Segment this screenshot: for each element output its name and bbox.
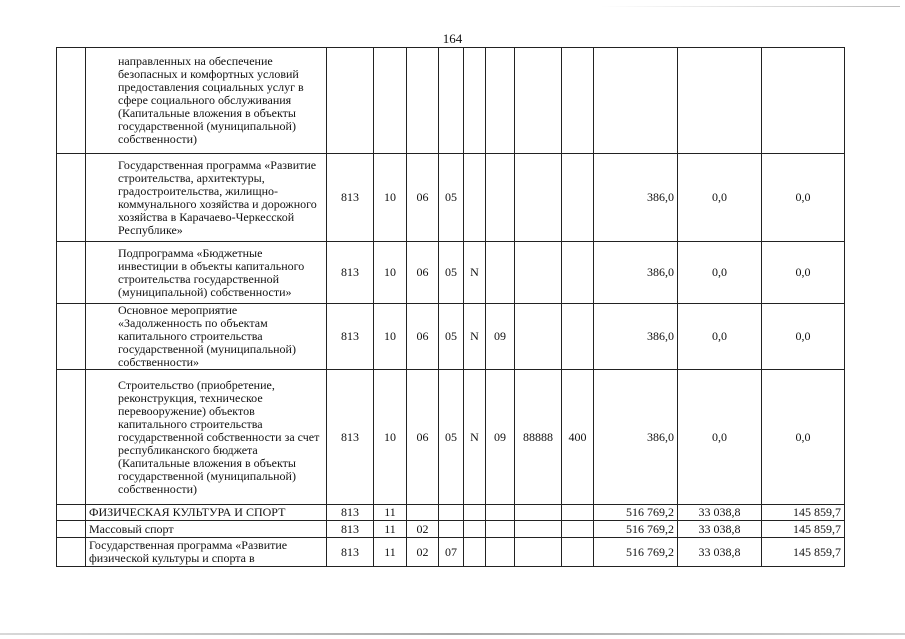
cell-gr: 813 xyxy=(327,521,374,538)
cell-vr xyxy=(562,154,594,242)
cell-year-2: 33 038,8 xyxy=(678,521,762,538)
cell-year-1: 386,0 xyxy=(594,242,678,304)
table-row xyxy=(57,505,845,521)
cell-program: 05 xyxy=(439,304,464,370)
marker-cell xyxy=(57,154,86,242)
cell-vr xyxy=(562,48,594,154)
row-name: Государственная программа «Развитие физической культуры и спорта в xyxy=(86,538,327,567)
cell-rz: 11 xyxy=(374,538,407,567)
cell-year-2: 0,0 xyxy=(678,154,762,242)
table-row xyxy=(57,304,845,370)
cell-pr: 06 xyxy=(407,370,439,505)
cell-rz xyxy=(374,48,407,154)
marker-cell xyxy=(57,370,86,505)
marker-cell xyxy=(57,505,86,521)
cell-subprogram: N xyxy=(464,370,486,505)
cell-pr xyxy=(407,48,439,154)
cell-year-3: 0,0 xyxy=(762,242,845,304)
row-name: Строительство (приобретение, реконструкция, техническое перевооружение) объектов капитального строительства государственной собственности за счет республиканского бюджета (Капитальные вложения в объекты государственной (муниципальной) собственности) xyxy=(86,370,327,505)
row-name: Государственная программа «Развитие строительства, архитектуры, градостроительства, жилищно-коммунального хозяйства и дорожного хозяйства в Карачаево-Черкесской Республике» xyxy=(86,154,327,242)
cell-year-2: 33 038,8 xyxy=(678,538,762,567)
cell-gr: 813 xyxy=(327,370,374,505)
marker-cell xyxy=(57,304,86,370)
cell-main-activity xyxy=(486,48,515,154)
table-row xyxy=(57,538,845,567)
cell-program xyxy=(439,505,464,521)
table-row xyxy=(57,154,845,242)
cell-vr xyxy=(562,521,594,538)
cell-program: 07 xyxy=(439,538,464,567)
cell-main-activity: 09 xyxy=(486,370,515,505)
marker-cell xyxy=(57,242,86,304)
cell-year-1: 516 769,2 xyxy=(594,505,678,521)
cell-vr xyxy=(562,242,594,304)
cell-subprogram xyxy=(464,505,486,521)
cell-pr: 06 xyxy=(407,242,439,304)
cell-gr: 813 xyxy=(327,505,374,521)
cell-main-activity xyxy=(486,154,515,242)
cell-main-activity xyxy=(486,538,515,567)
cell-year-3 xyxy=(762,48,845,154)
cell-gr: 813 xyxy=(327,242,374,304)
cell-gr xyxy=(327,48,374,154)
cell-year-3: 0,0 xyxy=(762,304,845,370)
cell-program: 05 xyxy=(439,242,464,304)
marker-cell xyxy=(57,48,86,154)
cell-subprogram xyxy=(464,538,486,567)
cell-pr: 02 xyxy=(407,521,439,538)
cell-subprogram: N xyxy=(464,304,486,370)
cell-year-1: 386,0 xyxy=(594,154,678,242)
cell-year-2: 0,0 xyxy=(678,370,762,505)
marker-cell xyxy=(57,521,86,538)
cell-year-1 xyxy=(594,48,678,154)
cell-year-1: 516 769,2 xyxy=(594,521,678,538)
cell-pr xyxy=(407,505,439,521)
cell-main-activity xyxy=(486,521,515,538)
cell-direction xyxy=(515,521,562,538)
cell-program: 05 xyxy=(439,154,464,242)
table-row xyxy=(57,370,845,505)
cell-year-2: 0,0 xyxy=(678,304,762,370)
cell-gr: 813 xyxy=(327,538,374,567)
cell-year-3: 0,0 xyxy=(762,370,845,505)
cell-year-1: 386,0 xyxy=(594,304,678,370)
cell-direction xyxy=(515,48,562,154)
cell-subprogram xyxy=(464,48,486,154)
cell-rz: 10 xyxy=(374,304,407,370)
page-number: 164 xyxy=(442,31,463,46)
cell-vr xyxy=(562,538,594,567)
cell-vr xyxy=(562,304,594,370)
table-row xyxy=(57,48,845,154)
cell-program: 05 xyxy=(439,370,464,505)
cell-program xyxy=(439,48,464,154)
cell-direction xyxy=(515,242,562,304)
cell-year-1: 386,0 xyxy=(594,370,678,505)
cell-subprogram xyxy=(464,521,486,538)
cell-year-3: 145 859,7 xyxy=(762,538,845,567)
cell-main-activity: 09 xyxy=(486,304,515,370)
cell-main-activity xyxy=(486,505,515,521)
cell-year-1: 516 769,2 xyxy=(594,538,678,567)
cell-direction xyxy=(515,538,562,567)
cell-direction xyxy=(515,304,562,370)
cell-vr: 400 xyxy=(562,370,594,505)
cell-vr xyxy=(562,505,594,521)
cell-subprogram xyxy=(464,154,486,242)
row-name: ФИЗИЧЕСКАЯ КУЛЬТУРА И СПОРТ xyxy=(86,505,327,521)
cell-main-activity xyxy=(486,242,515,304)
cell-year-3: 145 859,7 xyxy=(762,521,845,538)
cell-rz: 10 xyxy=(374,242,407,304)
table-row xyxy=(57,242,845,304)
row-name: Подпрограмма «Бюджетные инвестиции в объекты капитального строительства государственной (муниципальной) собственности» xyxy=(86,242,327,304)
cell-pr: 06 xyxy=(407,154,439,242)
cell-rz: 10 xyxy=(374,370,407,505)
cell-subprogram: N xyxy=(464,242,486,304)
cell-program xyxy=(439,521,464,538)
cell-rz: 11 xyxy=(374,505,407,521)
cell-year-2: 33 038,8 xyxy=(678,505,762,521)
scan-bottom-edge xyxy=(0,633,905,635)
cell-year-2 xyxy=(678,48,762,154)
marker-cell xyxy=(57,538,86,567)
cell-pr: 02 xyxy=(407,538,439,567)
cell-direction xyxy=(515,505,562,521)
row-name: направленных на обеспечение безопасных и комфортных условий предоставления социальных услуг в сфере социального обслуживания (Капитальные вложения в объекты государственной (муниципальной) собственности) xyxy=(86,48,327,154)
cell-direction: 88888 xyxy=(515,370,562,505)
budget-table xyxy=(56,47,845,567)
row-name: Массовый спорт xyxy=(86,521,327,538)
cell-year-3: 145 859,7 xyxy=(762,505,845,521)
table-row xyxy=(57,521,845,538)
cell-rz: 10 xyxy=(374,154,407,242)
cell-gr: 813 xyxy=(327,304,374,370)
cell-year-2: 0,0 xyxy=(678,242,762,304)
cell-rz: 11 xyxy=(374,521,407,538)
scan-edge-line xyxy=(600,6,900,7)
cell-pr: 06 xyxy=(407,304,439,370)
row-name: Основное мероприятие «Задолженность по объектам капитального строительства государственной (муниципальной) собственности» xyxy=(86,304,327,370)
cell-gr: 813 xyxy=(327,154,374,242)
cell-year-3: 0,0 xyxy=(762,154,845,242)
cell-direction xyxy=(515,154,562,242)
